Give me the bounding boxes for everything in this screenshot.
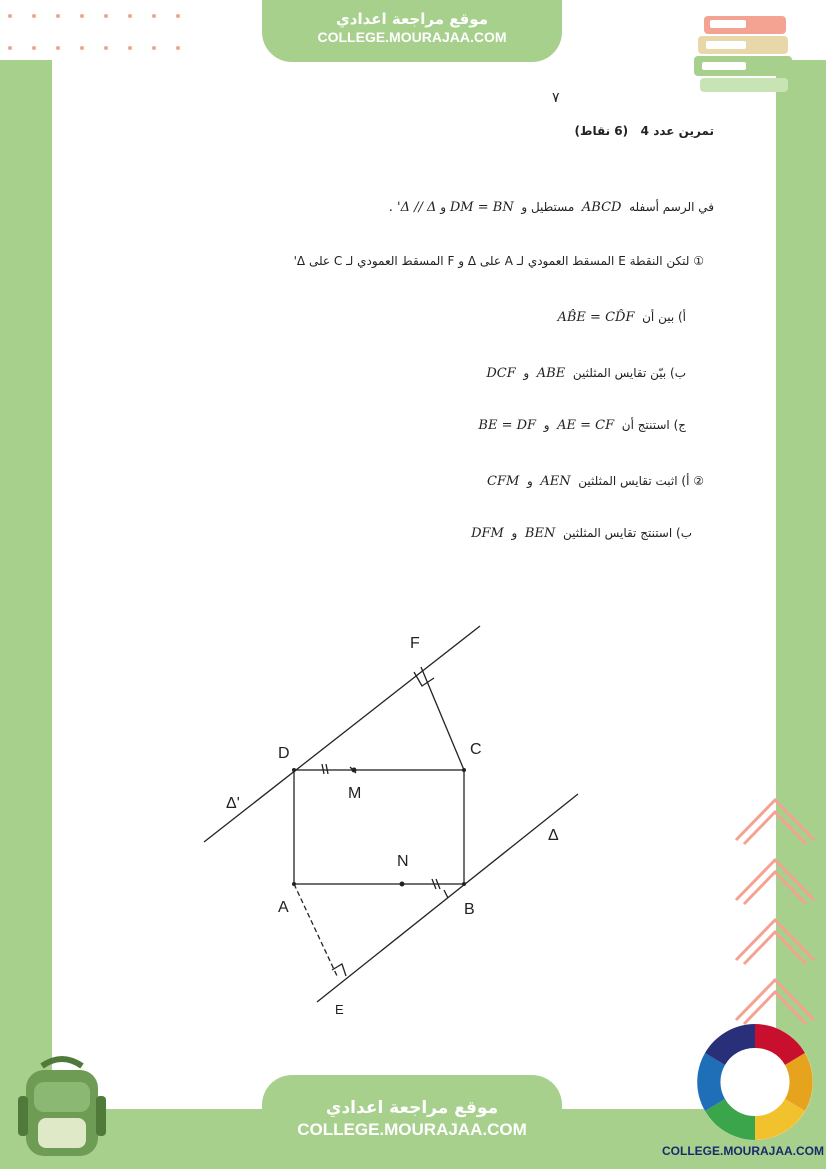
point-d: [292, 768, 296, 772]
frame-left: [0, 0, 52, 1169]
label-a: A: [278, 899, 289, 916]
geometry-figure: [52, 52, 776, 1109]
label-n: N: [397, 853, 409, 870]
label-d: D: [278, 745, 290, 762]
backpack-icon: [12, 1052, 112, 1162]
line-delta-prime: [204, 626, 480, 842]
page-mark: ٧: [552, 90, 560, 106]
question-1a: أ) بين أن AB̂E = CD̂F: [557, 310, 686, 325]
rectangle-abcd: [294, 770, 464, 884]
label-e: E: [335, 1002, 344, 1017]
point-n: [400, 882, 405, 887]
point-b: [462, 882, 466, 886]
question-2a: ② أ) اثبت تقايس المثلثين AEN و CFM: [487, 474, 704, 489]
page-content: [52, 52, 776, 1109]
exercise-title: تمرين عدد 4 (6 نقاط): [574, 124, 714, 138]
decorative-dots: [0, 14, 200, 54]
label-f: F: [410, 635, 420, 652]
books-icon: [690, 8, 800, 96]
footer-site-url: COLLEGE.MOURAJAA.COM: [297, 1120, 527, 1139]
label-delta: Δ: [548, 827, 559, 844]
question-2b: ب) استنتج تقايس المثلثين BEN و DFM: [471, 526, 692, 541]
exercise-intro: في الرسم أسفله ABCD مستطيل و DM = BN و Δ // Δ' .: [388, 200, 714, 215]
question-1b: ب) بيّن تقايس المثلثين ABE و DCF: [486, 366, 686, 381]
label-b: B: [464, 901, 475, 918]
header-site-url: COLLEGE.MOURAJAA.COM: [317, 29, 507, 45]
footer-site-arabic: موقع مراجعة اعدادي: [325, 1098, 499, 1118]
question-1: ① لتكن النقطة E المسقط العمودي لـ A على Δ و F المسقط العمودي لـ C على Δ': [293, 254, 704, 268]
segment-ae: [294, 884, 338, 978]
label-c: C: [470, 741, 482, 758]
point-c: [462, 768, 466, 772]
right-angle-e: [332, 964, 346, 976]
point-m: [352, 768, 357, 773]
point-a: [292, 882, 296, 886]
question-1c: ج) استنتج أن AE = CF و BE = DF: [478, 418, 686, 433]
logo-url: COLLEGE.MOURAJAA.COM: [662, 1144, 824, 1158]
footer-banner: [262, 1075, 562, 1169]
label-delta-prime: Δ': [226, 795, 240, 812]
header-banner: [262, 0, 562, 62]
label-m: M: [348, 785, 362, 802]
subjects-wheel-icon: [693, 1020, 818, 1145]
chevron-decoration-icon: [730, 790, 820, 1030]
header-site-arabic: موقع مراجعة اعدادي: [336, 10, 488, 28]
